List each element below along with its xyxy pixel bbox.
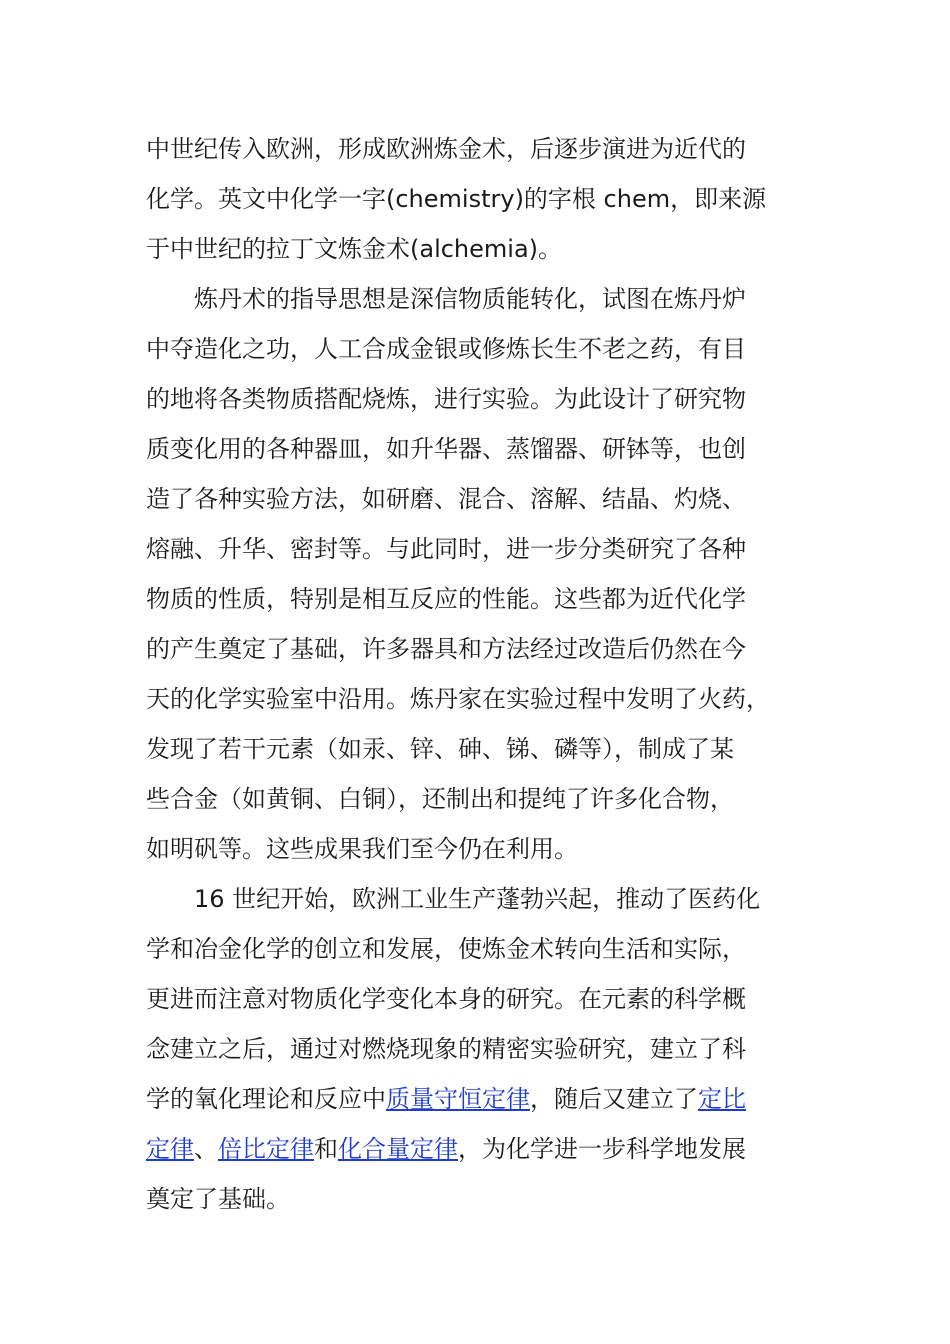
text-line: 物质的性质，特别是相互反应的性能。这些都为近代化学	[146, 585, 746, 613]
text-line: 奠定了基础。	[146, 1185, 290, 1213]
text-segment: ，随后又建立了	[530, 1085, 698, 1113]
text-line: 些合金（如黄铜、白铜），还制出和提纯了许多化合物，	[146, 785, 734, 813]
text-line: 炼丹术的指导思想是深信物质能转化，试图在炼丹炉	[194, 285, 746, 313]
text-line: 如明矾等。这些成果我们至今仍在利用。	[146, 835, 578, 863]
text-line: 中夺造化之功，人工合成金银或修炼长生不老之药，有目	[146, 335, 746, 363]
text-line: 化学。英文中化学一字(chemistry)的字根 chem，即来源	[146, 185, 767, 213]
text-line: 熔融、升华、密封等。与此同时，进一步分类研究了各种	[146, 535, 746, 563]
document-page	[146, 124, 806, 1224]
link-law-of-definite-proportions-part1[interactable]: 定比	[698, 1085, 746, 1113]
text-line-with-links	[146, 1074, 806, 1124]
text-line: 发现了若干元素（如汞、锌、砷、锑、磷等），制成了某	[146, 735, 734, 763]
text-line: 的地将各类物质搭配烧炼，进行实验。为此设计了研究物	[146, 385, 746, 413]
text-line: 于中世纪的拉丁文炼金术(alchemia)。	[146, 235, 563, 263]
paragraph-alchemy-origin	[146, 124, 806, 274]
text-line: 念建立之后，通过对燃烧现象的精密实验研究，建立了科	[146, 1035, 746, 1063]
text-segment: 、	[194, 1135, 218, 1163]
text-line: 学和冶金化学的创立和发展，使炼金术转向生活和实际，	[146, 935, 746, 963]
text-segment: 和	[314, 1135, 338, 1163]
text-line: 更进而注意对物质化学变化本身的研究。在元素的科学概	[146, 985, 746, 1013]
link-law-of-combining-weights[interactable]: 化合量定律	[338, 1135, 458, 1163]
text-line: 的产生奠定了基础，许多器具和方法经过改造后仍然在今	[146, 635, 746, 663]
text-line: 造了各种实验方法，如研磨、混合、溶解、结晶、灼烧、	[146, 485, 746, 513]
paragraph-alchemy-thought	[146, 274, 806, 874]
text-segment: 学的氧化理论和反应中	[146, 1085, 386, 1113]
text-segment: ，为化学进一步科学地发展	[458, 1135, 746, 1163]
link-law-of-definite-proportions-part2[interactable]: 定律	[146, 1135, 194, 1163]
text-line-with-links	[146, 1124, 806, 1174]
text-line: 天的化学实验室中沿用。炼丹家在实验过程中发明了火药，	[146, 685, 770, 713]
link-law-of-multiple-proportions[interactable]: 倍比定律	[218, 1135, 314, 1163]
link-law-of-conservation-of-mass[interactable]: 质量守恒定律	[386, 1085, 530, 1113]
text-line: 质变化用的各种器皿，如升华器、蒸馏器、研钵等，也创	[146, 435, 746, 463]
text-line: 中世纪传入欧洲，形成欧洲炼金术，后逐步演进为近代的	[146, 135, 746, 163]
text-line: 16 世纪开始，欧洲工业生产蓬勃兴起，推动了医药化	[194, 885, 761, 913]
paragraph-16th-century	[146, 874, 806, 1224]
